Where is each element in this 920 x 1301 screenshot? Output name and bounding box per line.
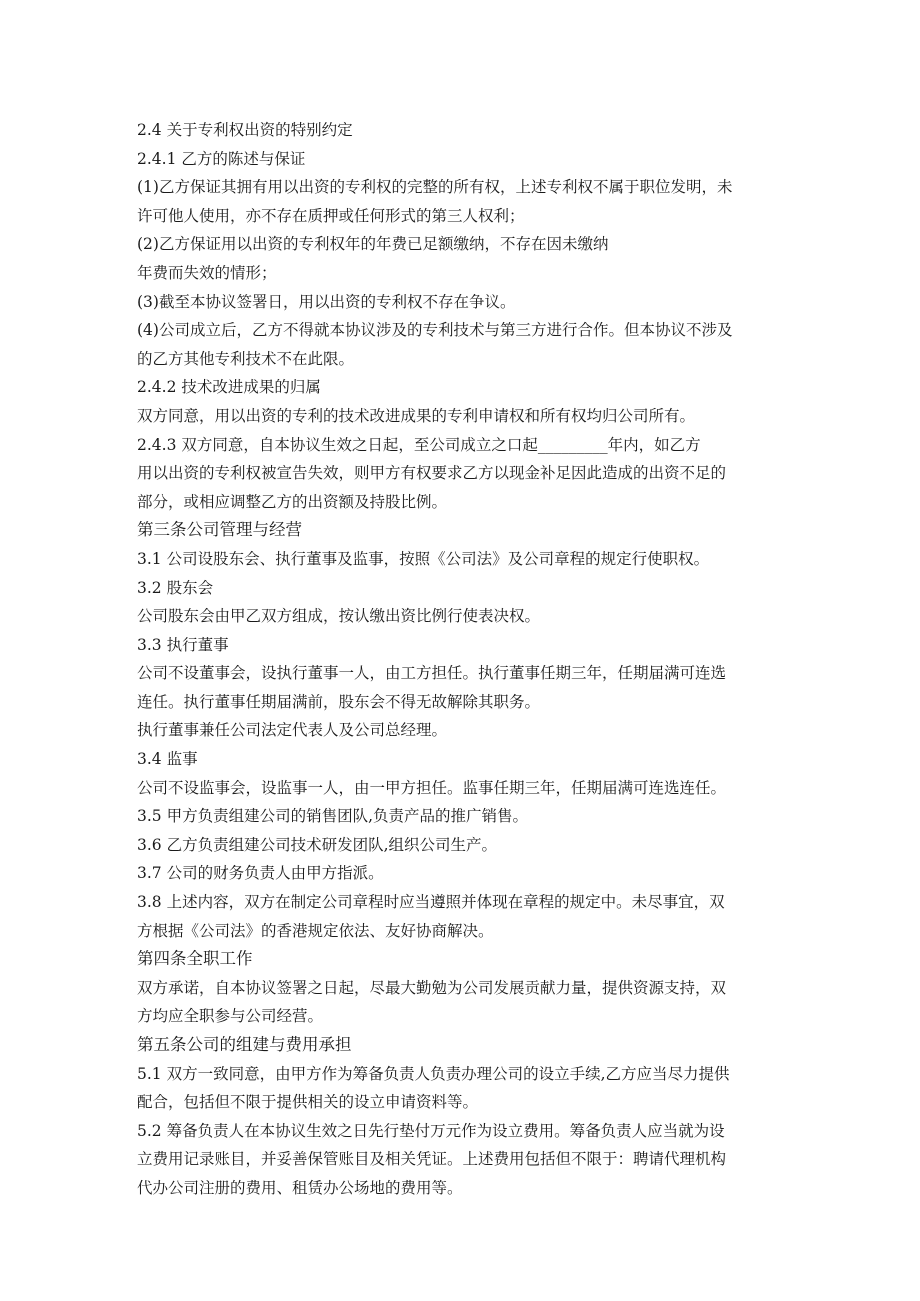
paragraph-line: 用以出资的专利权被宣告失效，则甲方有权要求乙方以现金补足因此造成的出资不足的 (137, 464, 727, 483)
section-heading: 第三条公司管理与经营 (137, 520, 302, 540)
paragraph-line: 部分，或相应调整乙方的出资额及持股比例。 (137, 492, 448, 511)
paragraph-line: 公司不设监事会，设监事一人，由一甲方担任。监事任期三年，任期届满可连选连任。 (137, 778, 727, 797)
paragraph-line: 立费用记录账目，并妥善保管账目及相关凭证。上述费用包括但不限于：聘请代理机构 (137, 1150, 727, 1169)
paragraph-line: 配合，包括但不限于提供相关的设立申请资料等。 (137, 1093, 479, 1112)
paragraph-line: 双方同意，用以出资的专利的技术改进成果的专利申请权和所有权均归公司所有。 (137, 406, 696, 425)
paragraph-line: 的乙方其他专利技术不在此限。 (137, 349, 355, 368)
paragraph-line: 年费而失效的情形； (137, 263, 277, 282)
subsection-heading: 3.2 股东会 (137, 578, 214, 597)
paragraph-line: 5.1 双方一致同意，由甲方作为筹备负责人负责办理公司的设立手续,乙方应当尽力提供 (137, 1064, 730, 1083)
paragraph-line: 3.6 乙方负责组建公司技术研发团队,组织公司生产。 (137, 835, 498, 854)
paragraph-line: 2.4.3 双方同意，自本协议生效之日起，至公司成立之口起_________年内，如乙方 (137, 435, 701, 454)
paragraph-line: 公司不设董事会，设执行董事一人，由工方担任。执行董事任期三年，任期届满可连选 (137, 664, 727, 683)
paragraph-line: (1)乙方保证其拥有用以出资的专利权的完整的所有权，上述专利权不属于职位发明，未 (137, 178, 733, 197)
paragraph-line: 3.5 甲方负责组建公司的销售团队,负责产品的推广销售。 (137, 807, 529, 826)
paragraph-line: 代办公司注册的费用、租赁办公场地的费用等。 (137, 1178, 463, 1197)
paragraph-line: 执行董事兼任公司法定代表人及公司总经理。 (137, 721, 448, 740)
paragraph-line: 双方承诺，自本协议签署之日起，尽最大勤勉为公司发展贡献力量，提供资源支持，双 (137, 978, 727, 997)
paragraph-line: (4)公司成立后，乙方不得就本协议涉及的专利技术与第三方进行合作。但本协议不涉及 (137, 321, 733, 340)
paragraph-line: 方均应全职参与公司经营。 (137, 1007, 324, 1026)
paragraph-line: 许可他人使用，亦不存在质押或任何形式的第三人权利； (137, 206, 525, 225)
paragraph-line: 3.7 公司的财务负责人由甲方指派。 (137, 864, 384, 883)
paragraph-line: 3.1 公司设股东会、执行董事及监事，按照《公司法》及公司章程的规定行使职权。 (137, 549, 710, 568)
paragraph-line: 公司股东会由甲乙双方组成，按认缴出资比例行使表决权。 (137, 607, 541, 626)
subsection-heading: 2.4.1 乙方的陈述与保证 (137, 149, 306, 168)
paragraph-line: 3.8 上述内容，双方在制定公司章程时应当遵照并体现在章程的规定中。未尽事宜，双 (137, 893, 725, 912)
subsection-heading: 3.4 监事 (137, 750, 198, 769)
document-body (137, 116, 797, 1203)
paragraph-line: 连任。执行董事任期届满前，股东会不得无故解除其职务。 (137, 692, 541, 711)
section-heading: 第五条公司的组建与费用承担 (137, 1035, 352, 1054)
paragraph-line: 5.2 筹备负责人在本协议生效之日先行垫付万元作为设立费用。筹备负责人应当就为设 (137, 1121, 725, 1140)
subsection-heading: 2.4.2 技术改进成果的归属 (137, 378, 321, 397)
paragraph-line: 方根据《公司法》的香港规定依法、友好协商解决。 (137, 921, 494, 940)
paragraph-line: (3)截至本协议签署日，用以出资的专利权不存在争议。 (137, 292, 516, 311)
paragraph-line: (2)乙方保证用以出资的专利权年的年费已足额缴纳，不存在因未缴纳 (137, 235, 609, 254)
section-heading: 第四条全职工作 (137, 949, 253, 969)
subsection-heading: 3.3 执行董事 (137, 635, 229, 654)
subsection-heading: 2.4 关于专利权出资的特别约定 (137, 121, 353, 139)
